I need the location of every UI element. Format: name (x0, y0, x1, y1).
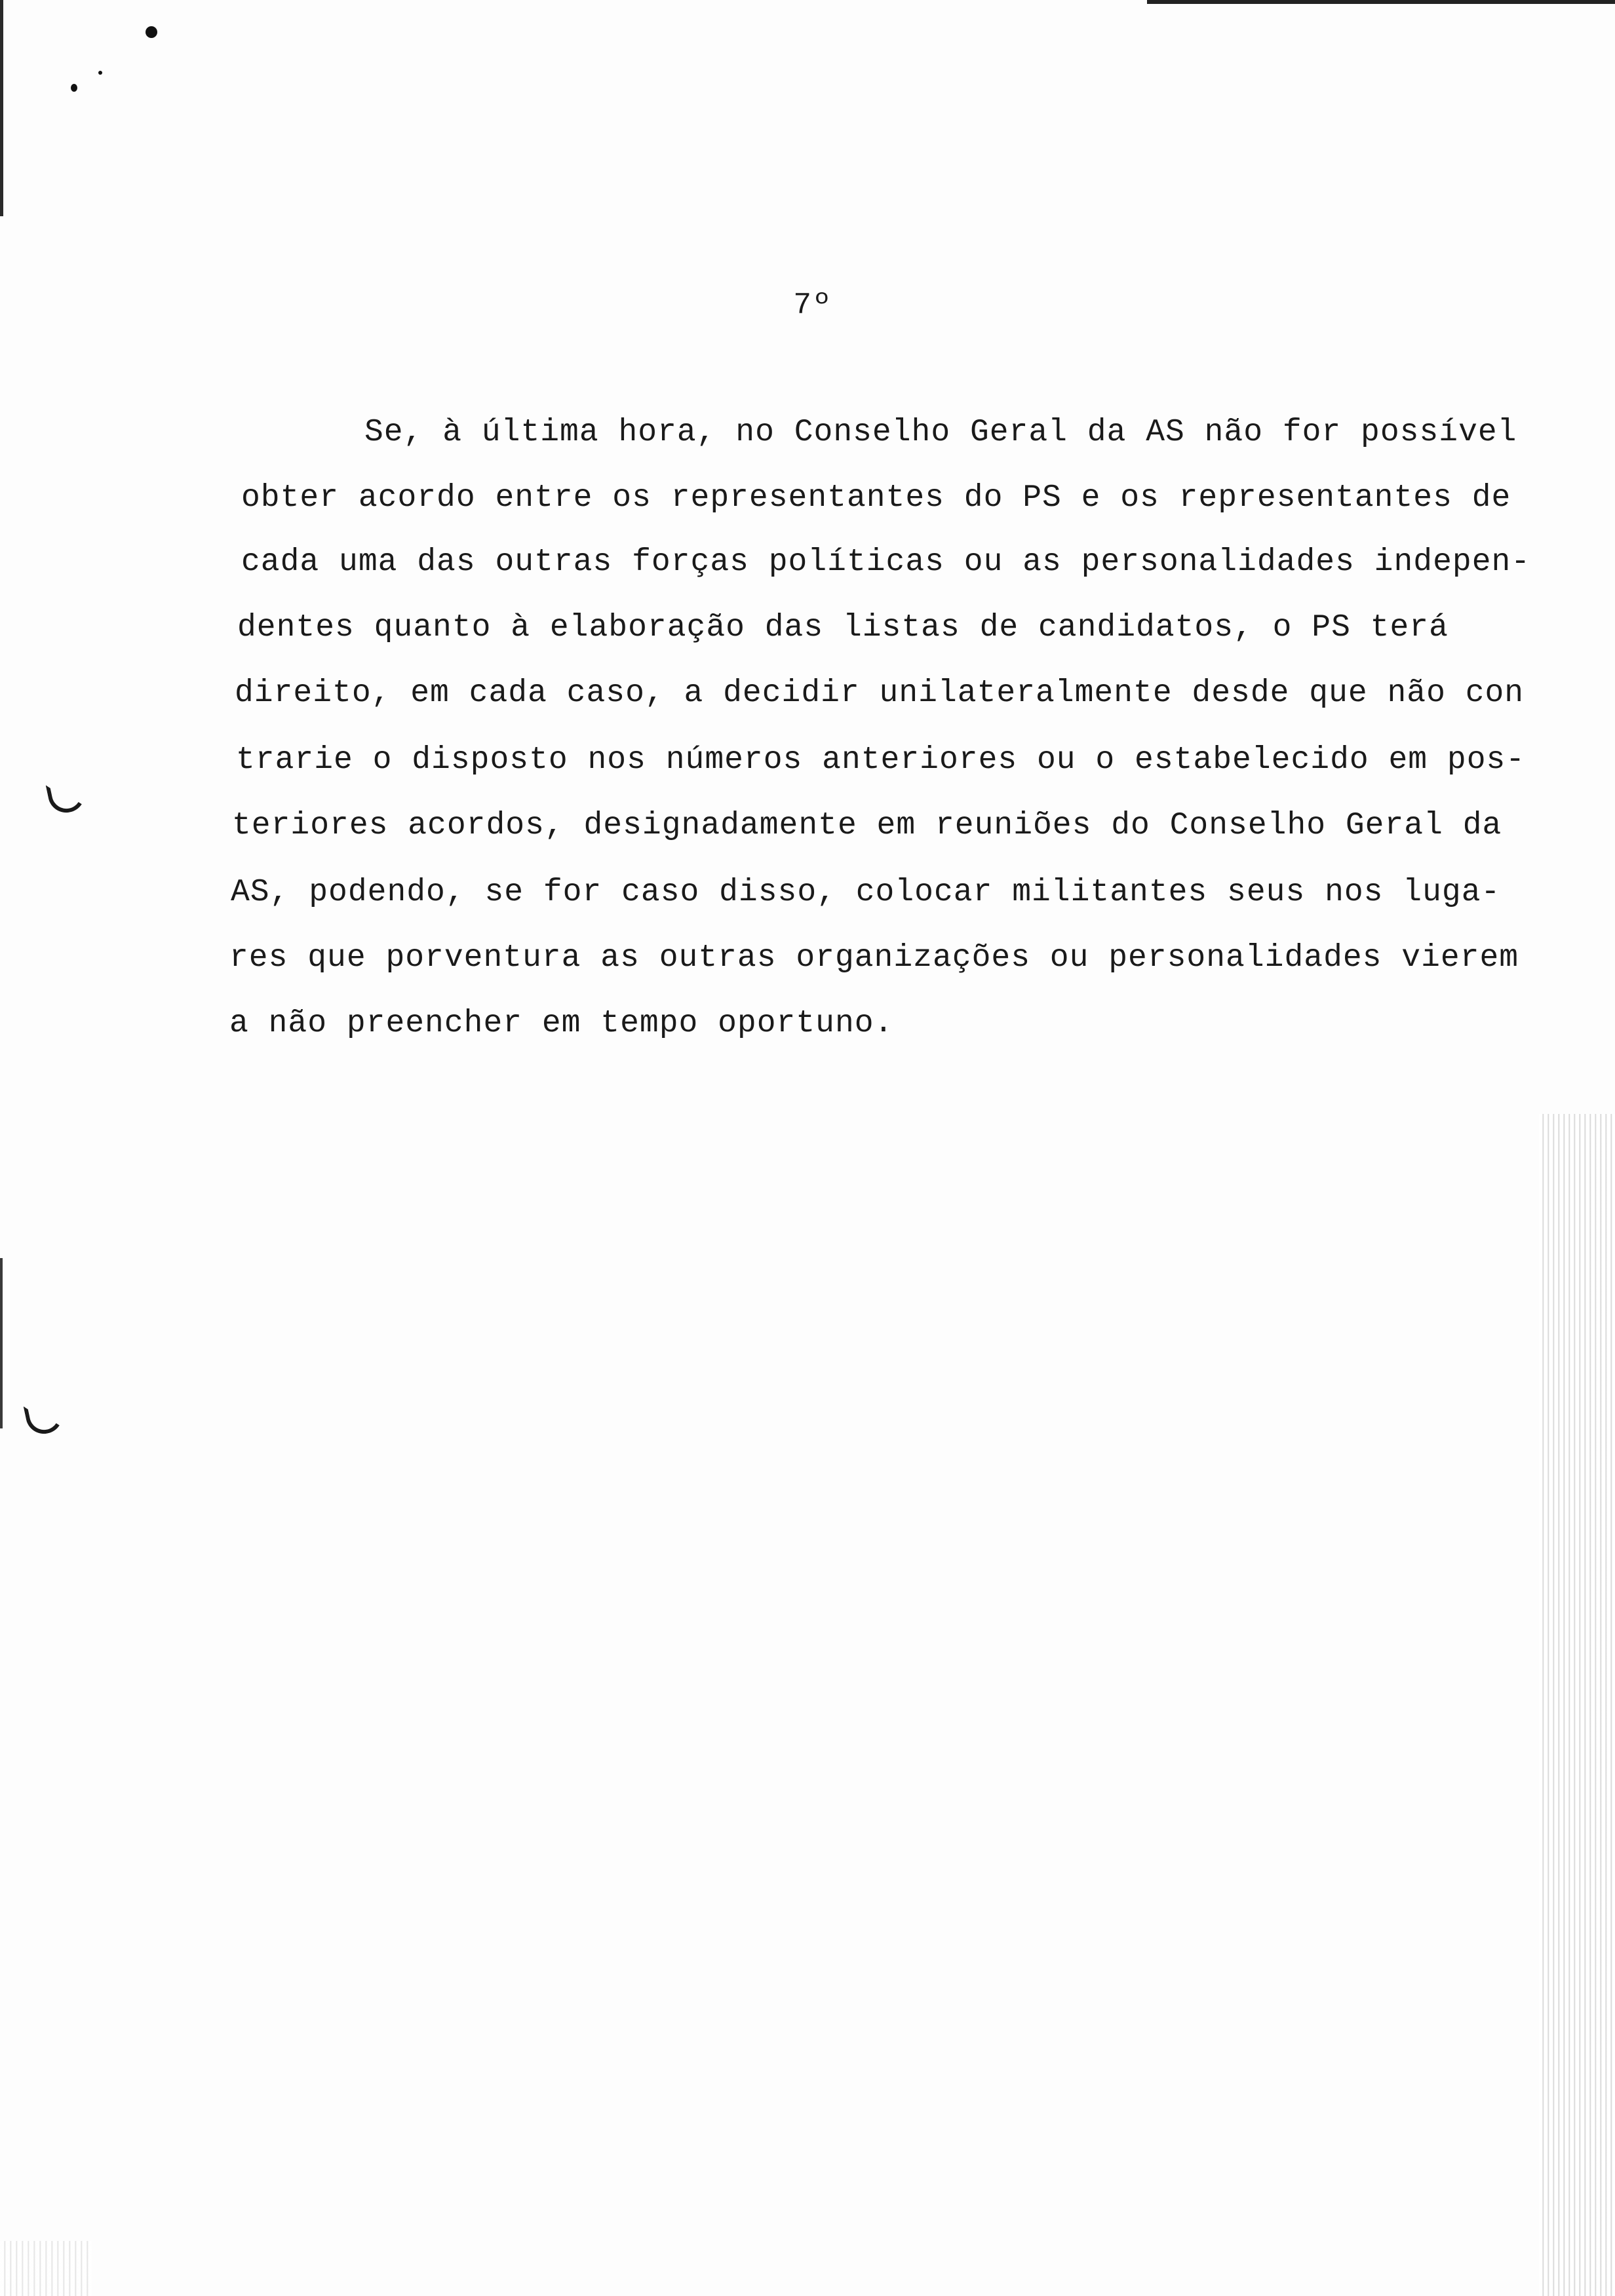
paragraph-line: Se, à última hora, no Conselho Geral da AS não for possível (364, 415, 1517, 450)
paragraph-line: obter acordo entre os representantes do PS e os representantes de (241, 480, 1511, 516)
ink-speck (71, 84, 77, 92)
scan-edge-artifact (0, 2241, 92, 2296)
scan-edge-shadow (1147, 0, 1615, 4)
ink-speck (98, 71, 102, 75)
paragraph-line: cada uma das outras forças políticas ou as personalidades indepen- (241, 545, 1531, 580)
scan-edge-artifact (1539, 1114, 1615, 2296)
paragraph-line: res que porventura as outras organizações ou personalidades vierem (229, 940, 1519, 976)
scan-edge-shadow (0, 0, 3, 216)
page-number: 7º (793, 288, 832, 322)
paragraph-line: AS, podendo, se for caso disso, colocar militantes seus nos luga- (231, 875, 1501, 910)
ink-speck (146, 26, 157, 38)
paragraph-line: direito, em cada caso, a decidir unilateralmente desde que não con (235, 676, 1525, 711)
paragraph-line: dentes quanto à elaboração das listas de candidatos, o PS terá (237, 610, 1449, 645)
paragraph-line: teriores acordos, designadamente em reuniões do Conselho Geral da (232, 808, 1502, 843)
paragraph-line: a não preencher em tempo oportuno. (229, 1006, 894, 1041)
scan-edge-shadow (0, 1258, 3, 1428)
punch-hole-mark (46, 778, 88, 816)
paragraph-line: trarie o disposto nos números anteriores ou o estabelecido em pos- (236, 742, 1526, 778)
punch-hole-mark (24, 1399, 66, 1438)
